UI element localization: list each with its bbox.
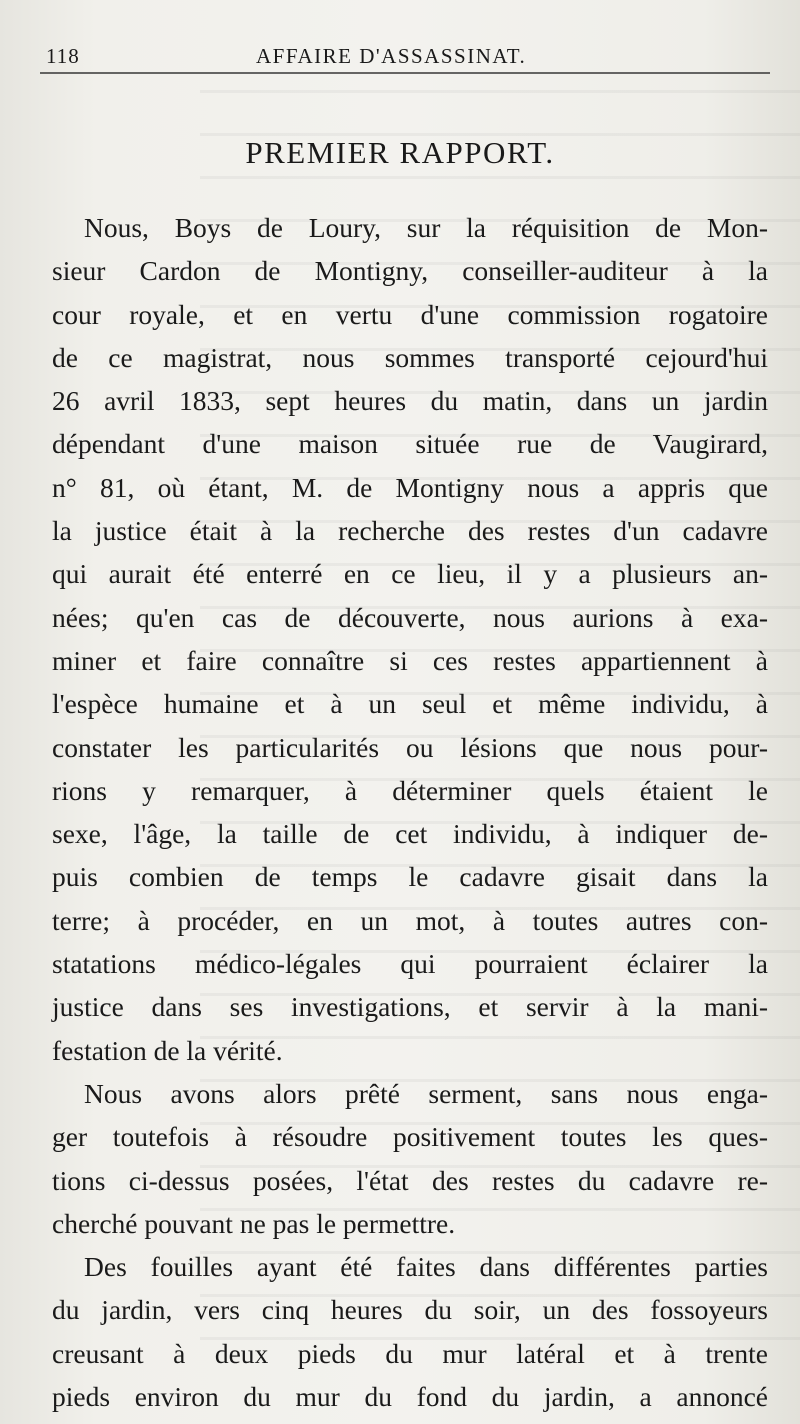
text-line: cour royale, et en vertu d'une commission rogatoire [52,298,768,330]
paragraph [52,206,768,1072]
text-line: rions y remarquer, à déterminer quels étaient le [52,774,768,806]
text-line: nées; qu'en cas de découverte, nous aurions à exa- [52,601,768,633]
text-line: Nous avons alors prêté serment, sans nous enga- [84,1077,768,1109]
text-line: 26 avril 1833, sept heures du matin, dans un jardin [52,385,768,417]
text-line: ger toutefois à résoudre positivement toutes les ques- [52,1121,768,1153]
header-rule [40,72,770,74]
paragraph [52,1245,768,1418]
text-line: constater les particularités ou lésions que nous pour- [52,731,768,763]
text-line: sexe, l'âge, la taille de cet individu, à indiquer de- [52,818,768,850]
text-line: cherché pouvant ne pas le permettre. [52,1207,456,1239]
text-line: terre; à procéder, en un mot, à toutes autres con- [52,904,768,936]
text-line: puis combien de temps le cadavre gisait dans la [52,861,768,893]
text-line: miner et faire connaître si ces restes appartiennent à [52,644,768,676]
body-text [52,206,768,1418]
text-line: Nous, Boys de Loury, sur la réquisition de Mon- [84,212,768,243]
running-head [46,44,756,74]
text-line: statations médico-légales qui pourraient éclairer la [52,948,768,980]
text-line: creusant à deux pieds du mur latéral et à trente [52,1337,768,1369]
text-line: qui aurait été enterré en ce lieu, il y a plusieurs an- [52,558,768,590]
paragraph [52,1072,768,1245]
text-line: la justice était à la recherche des restes d'un cadavre [52,515,768,547]
text-line: Des fouilles ayant été faites dans différentes parties [84,1251,768,1283]
text-line: festation de la vérité. [52,1034,283,1066]
text-line: n° 81, où étant, M. de Montigny nous a appris que [52,471,768,503]
text-line: de ce magistrat, nous sommes transporté cejourd'hui [52,341,768,373]
page-number: 118 [46,44,80,68]
text-line: l'espèce humaine et à un seul et même individu, à [52,688,768,720]
running-title: AFFAIRE D'ASSASSINAT. [256,44,527,68]
text-line: du jardin, vers cinq heures du soir, un des fossoyeurs [52,1294,768,1326]
text-line: tions ci-dessus posées, l'état des restes du cadavre re- [52,1164,768,1196]
section-heading: PREMIER RAPPORT. [245,135,555,170]
text-line: pieds environ du mur du fond du jardin, a annoncé [52,1381,768,1413]
text-line: dépendant d'une maison située rue de Vaugirard, [52,428,768,460]
text-line: justice dans ses investigations, et servir à la mani- [52,991,768,1023]
text-line: sieur Cardon de Montigny, conseiller-auditeur à la [52,255,768,287]
